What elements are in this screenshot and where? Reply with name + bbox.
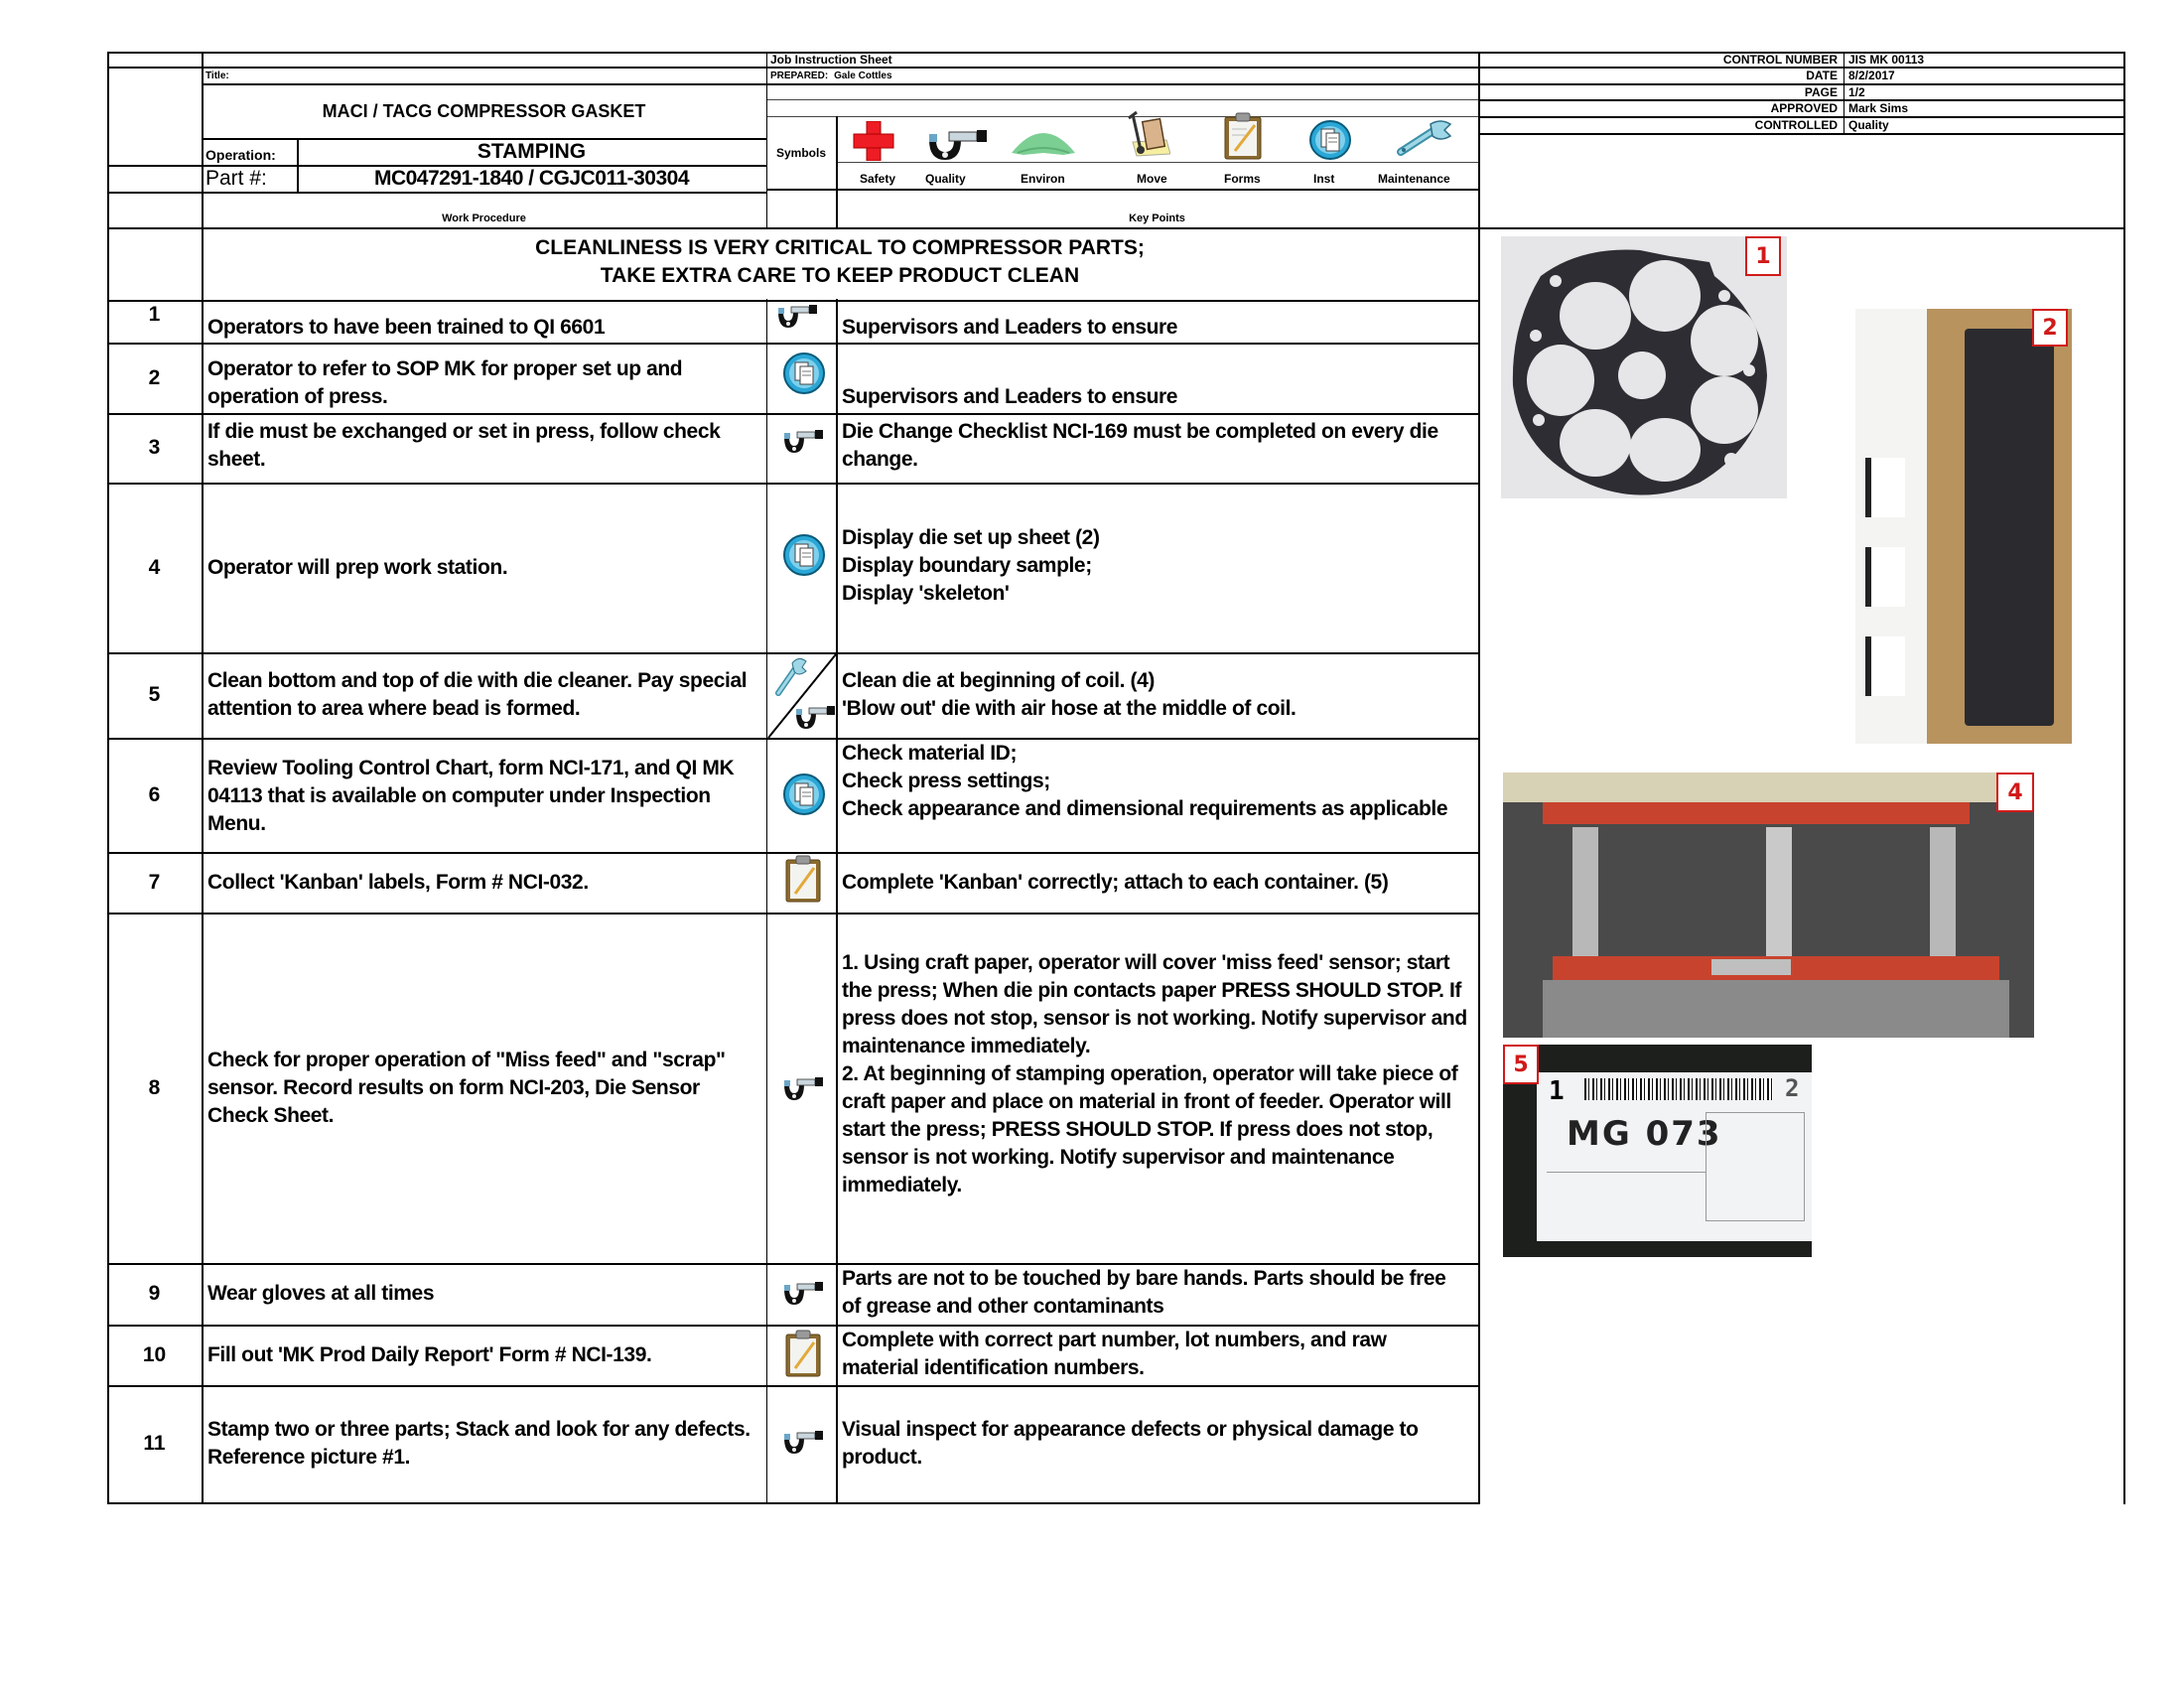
step-procedure: Clean bottom and top of die with die cleaner. Pay special attention to area where bead is formed. [207,669,748,720]
cleanliness-banner [202,234,1478,290]
step-number: 4 [148,555,161,579]
step-procedure: Collect 'Kanban' labels, Form # NCI-032. [207,870,589,894]
micrometer-icon [782,429,826,453]
page-value: 1/2 [1848,84,1865,99]
document-circle-icon [782,352,828,395]
barcode-label [1865,636,1905,696]
step-key-points [838,740,1453,823]
date-label: DATE [1806,69,1838,82]
step-procedure: Operators to have been trained to QI 6601 [207,316,606,339]
micrometer-icon [782,1281,826,1307]
press-photo [1503,773,2034,1038]
clipboard-icon [784,1329,824,1378]
key-point-line: 'Blow out' die with air hose at the middle of coil. [842,697,1297,720]
wrench-icon [772,657,808,697]
banner-line-1: CLEANLINESS IS VERY CRITICAL TO COMPRESSOR PARTS; [535,236,1145,259]
key-point-line: Check press settings; [842,770,1050,792]
key-point-paragraph: 1. Using craft paper, operator will cover 'miss feed' sensor; start the press; When die pin contacts paper PRESS SHOULD STOP. If press does not stop, sensor is not working. Notify supervisor and maintenance immediately. [842,951,1467,1057]
photo-badge-5: 5 [1503,1045,1539,1084]
step-key-points [838,949,1478,1199]
step-procedure: Operator to refer to SOP MK for proper set up and operation of press. [207,357,683,408]
wrench-icon [1395,118,1456,158]
symbol-label-quality: Quality [925,172,966,186]
kanban-photo [1503,1045,1812,1257]
symbol-label-move: Move [1137,172,1167,186]
barcode-label [1865,458,1905,517]
approved-value: Mark Sims [1848,101,1909,115]
step-procedure: Operator will prep work station. [207,555,508,579]
control-number-label: CONTROL NUMBER [1722,53,1838,67]
step-key-points: Complete with correct part number, lot numbers, and raw material identification numbers. [842,1329,1387,1379]
key-point-paragraph: 2. At beginning of stamping operation, operator will take piece of craft paper and place on material in front of feeder. Operator will start the press; PRESS SHOULD STOP. If press does not stop, sensor is not working. Notify supervisor and maintenance immediately. [842,1062,1458,1196]
micrometer-icon [776,304,828,332]
step-procedure: If die must be exchanged or set in press, follow check sheet. [207,420,721,471]
banner-line-2: TAKE EXTRA CARE TO KEEP PRODUCT CLEAN [600,264,1080,287]
symbol-label-maintenance: Maintenance [1378,172,1450,186]
page-label: PAGE [1804,84,1838,99]
document-circle-icon [1308,119,1352,161]
label-code: MG 073 [1567,1114,1722,1154]
step-key-points: Supervisors and Leaders to ensure [842,316,1178,339]
clipboard-icon [1223,111,1263,161]
key-point-line: Display 'skeleton' [842,582,1010,605]
step-number: 5 [148,683,161,706]
step-number: 3 [148,436,161,459]
step-number: 6 [148,782,161,806]
prepared-row [770,68,892,83]
barcode-label [1865,547,1905,607]
step-number: 1 [148,303,161,326]
photo-badge-1: 1 [1745,236,1781,276]
photo-badge-4: 4 [1996,773,2034,812]
part-label: Part #: [205,166,267,190]
step-key-points: Supervisors and Leaders to ensure [842,385,1178,408]
die-setup-photo [1855,309,2072,744]
step-key-points: Die Change Checklist NCI-169 must be completed on every die change. [842,420,1438,471]
step-number: 9 [148,1282,161,1305]
symbol-label-environ: Environ [1021,172,1065,186]
sheet-title: Job Instruction Sheet [770,53,892,67]
step-procedure: Fill out 'MK Prod Daily Report' Form # NCI-139. [207,1342,652,1366]
step-key-points: Complete 'Kanban' correctly; attach to each container. (5) [842,870,1389,894]
symbols-label: Symbols [775,145,826,160]
document-circle-icon [782,773,828,816]
key-point-line: Check appearance and dimensional requirements as applicable [842,797,1448,820]
step-number: 8 [148,1075,161,1099]
key-point-line: Check material ID; [842,742,1018,765]
symbol-label-forms: Forms [1224,172,1261,186]
work-procedure-label: Work Procedure [442,212,526,224]
key-point-line: Clean die at beginning of coil. (4) [842,669,1156,692]
micrometer-icon [923,126,993,162]
step-number: 10 [142,1342,167,1366]
step-number: 7 [148,870,161,894]
approved-label: APPROVED [1770,101,1838,115]
prepared-label: PREPARED: [770,70,829,81]
step-key-points [838,524,1476,608]
label-card [1537,1072,1812,1241]
key-point-line: Display die set up sheet (2) [842,526,1100,549]
symbol-label-inst: Inst [1313,172,1335,186]
skeleton-strip [1965,329,2054,726]
step-procedure: Stamp two or three parts; Stack and look for any defects. Reference picture #1. [207,1418,751,1469]
step-procedure: Wear gloves at all times [207,1282,435,1305]
title-label: Title: [205,70,229,81]
title-value: MACI / TACG COMPRESSOR GASKET [322,100,646,121]
date-value: 8/2/2017 [1848,69,1895,82]
step-key-points: Parts are not to be touched by bare hands. Parts should be free of grease and other contaminants [842,1267,1446,1318]
red-cross-icon [852,121,895,161]
operation-label: Operation: [205,147,276,163]
step-key-points [838,667,1476,723]
controlled-label: CONTROLLED [1754,118,1838,132]
step-procedure: Check for proper operation of "Miss feed" and "scrap" sensor. Record results on form NCI-203, Die Sensor Check Sheet. [207,1048,726,1127]
micrometer-icon [782,1430,826,1456]
green-leaf-icon [1008,129,1079,159]
key-point-line: Display boundary sample; [842,554,1092,577]
gasket-photo [1501,236,1787,498]
control-number-value: JIS MK 00113 [1848,53,1925,67]
key-points-label: Key Points [1129,212,1185,224]
step-number: 11 [143,1432,166,1455]
step-number: 2 [148,365,161,389]
step-key-points: Visual inspect for appearance defects or physical damage to product. [842,1418,1419,1469]
document-circle-icon [782,533,828,577]
operation-value: STAMPING [477,140,587,163]
symbol-label-safety: Safety [860,172,896,186]
controlled-value: Quality [1848,118,1889,132]
prepared-by: Gale Cottles [834,70,892,81]
micrometer-icon [782,1076,826,1102]
hand-truck-icon [1127,110,1170,158]
clipboard-icon [784,854,824,904]
micrometer-icon [794,705,838,731]
label-corner-right: 2 [1785,1074,1800,1102]
part-number: MC047291-1840 / CGJC011-30304 [373,166,690,190]
photo-badge-2: 2 [2032,309,2068,347]
label-corner-left: 1 [1549,1076,1565,1106]
step-procedure: Review Tooling Control Chart, form NCI-171, and QI MK 04113 that is available on computer under Inspection Menu. [207,757,735,835]
barcode [1584,1078,1773,1100]
